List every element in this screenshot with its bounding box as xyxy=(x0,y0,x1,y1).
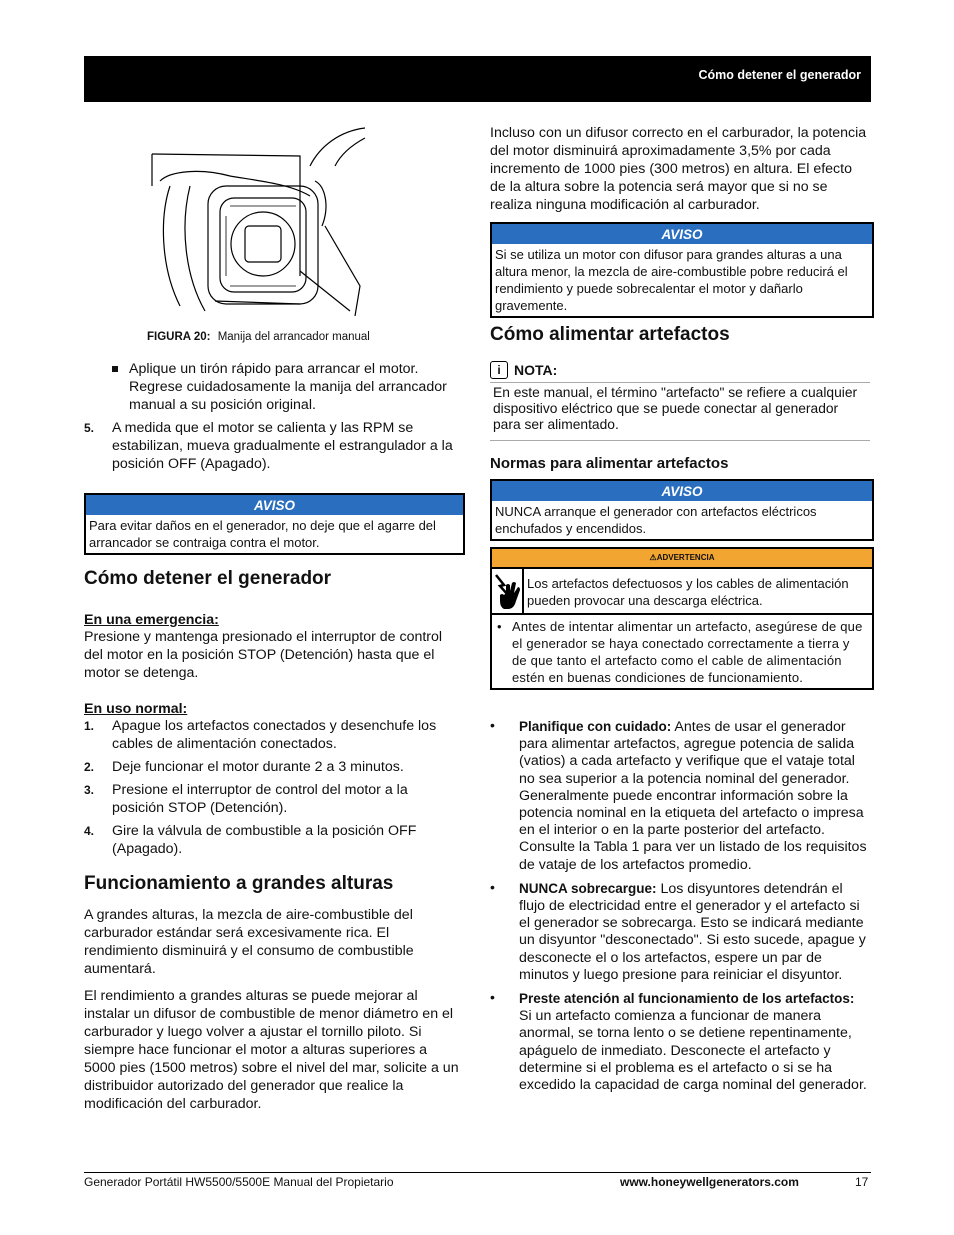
item-heading: NUNCA sobrecargue: xyxy=(519,880,657,896)
info-icon: i xyxy=(490,361,508,379)
aviso-box-2 xyxy=(490,222,874,318)
figure-caption-text: Manija del arrancador manual xyxy=(217,331,370,343)
item-text: Si un artefacto comienza a funcionar de manera anormal, se torna lento o se detiene repentinamente, apáguelo de inmediato. Desconecte el artefacto y determine si el problema es el artefacto o si se ha excedido la capacidad de carga nominal del generador. xyxy=(519,1008,867,1094)
step-text: Deje funcionar el motor durante 2 a 3 minutos. xyxy=(112,759,404,775)
step-text: A medida que el motor se calienta y las RPM se estabilizan, mueva gradualmente el estrangulador a la posición OFF (Apagado). xyxy=(112,420,453,472)
divider xyxy=(490,440,870,441)
alturas-paragraph-1: A grandes alturas, la mezcla de aire-combustible del carburador estándar será excesivamente rica. El rendimiento disminuirá y el consumo de combustible aumentará. xyxy=(84,907,414,977)
alturas-paragraph-2: El rendimiento a grandes alturas se puede mejorar al instalar un difusor de combustible de menor diámetro en el carburador y luego volver a ajustar el tornillo piloto. Si siempre hace funcionar el motor a alturas superiores a 5000 pies (1500 metros) sobre el nivel del mar, solicite a un distribuidor autorizado del generador que realice la modificación del carburador. xyxy=(84,988,459,1112)
list-item xyxy=(490,990,870,1094)
step-3 xyxy=(84,781,461,817)
advertencia-title: ADVERTENCIA xyxy=(656,553,715,562)
step-number: 1. xyxy=(84,719,95,733)
bullet-text: Aplique un tirón rápido para arrancar el motor. Regrese cuidadosamente la manija del arrancador manual a su posición original. xyxy=(129,361,447,413)
electric-shock-hand-icon xyxy=(492,569,524,613)
item-text: Los disyuntores detendrán el flujo de electricidad entre el generador y el artefacto si el generador se sobrecarga. Esto se indicará mediante un disyuntor "desconectado". Si esto sucede, apague y desconecte el o los artefactos, espere un par de minutos y luego presione para reiniciar el disyuntor. xyxy=(519,880,866,983)
step-number: 5. xyxy=(84,421,95,435)
step-4 xyxy=(84,822,461,858)
advertencia-instruction xyxy=(492,615,872,688)
bullet-icon: • xyxy=(490,878,495,895)
step-number: 4. xyxy=(84,824,95,838)
aviso-title: AVISO xyxy=(492,222,872,244)
section-heading-alturas: Funcionamiento a grandes alturas xyxy=(84,873,394,894)
left-column-lower xyxy=(84,568,461,1113)
bullet-icon: • xyxy=(497,619,502,634)
list-item xyxy=(84,360,461,414)
right-intro xyxy=(490,124,870,214)
warning-triangle-icon: ⚠ xyxy=(649,553,657,562)
hazard-row xyxy=(492,569,872,615)
advertencia-box xyxy=(490,547,874,690)
emergencia-paragraph: Presione y mantenga presionado el interruptor de control del motor en la posición STOP (Detención) hasta que el motor se detenga. xyxy=(84,629,443,681)
subheading-uso-normal: En uso normal: xyxy=(84,701,188,717)
nota-body: En este manual, el término "artefacto" se refiere a cualquier dispositivo eléctrico que se puede conectar al generador para ser alimentado. xyxy=(493,385,858,432)
list-item xyxy=(490,718,870,874)
page-number: 17 xyxy=(855,1175,869,1189)
intro-paragraph: Incluso con un difusor correcto en el carburador, la potencia del motor disminuirá aproximadamente 3,5% por cada incremento de 1000 pies (300 metros) en altura. El efecto de la altura sobre la potencia será mayor que si no se realiza ninguna modificación al carburador. xyxy=(490,125,867,213)
subheading-emergencia: En una emergencia: xyxy=(84,612,219,628)
starter-illustration xyxy=(150,126,375,316)
right-bullets xyxy=(490,718,870,1094)
step-1 xyxy=(84,717,461,753)
step-text: Apague los artefactos conectados y desenchufe los cables de alimentación conectados. xyxy=(112,718,437,752)
aviso-box-3 xyxy=(490,479,874,541)
section-heading-detener: Cómo detener el generador xyxy=(84,568,332,589)
nota-header xyxy=(490,361,870,379)
aviso-title: AVISO xyxy=(492,479,872,501)
step-text: Gire la válvula de combustible a la posición OFF (Apagado). xyxy=(112,823,417,857)
header-title: Cómo detener el generador xyxy=(698,68,861,82)
item-text: Antes de usar el generador para alimentar artefactos, agregue potencia de salida (vatios) a cada artefacto y verifique que el vataje total no sea superior a la potencia nominal del generador. Generalmente puede encontrar información sobre la potencia nominal en la etiqueta del artefacto o impresa en el interior o en la parte posterior del artefacto. Consulte la Tabla 1 para ver un listado de los requisitos de vataje de los artefactos promedio. xyxy=(519,719,867,873)
page-header-bar xyxy=(84,56,871,102)
aviso-box-1 xyxy=(84,493,465,555)
step-2 xyxy=(84,758,461,776)
aviso-title: AVISO xyxy=(86,493,463,515)
hazard-text: Los artefactos defectuosos y los cables de alimentación pueden provocar una descarga eléctrica. xyxy=(527,576,849,608)
subheading-normas: Normas para alimentar artefactos xyxy=(490,455,729,472)
figure-label: FIGURA 20: xyxy=(147,331,211,343)
advertencia-header xyxy=(492,549,872,569)
aviso-body: Para evitar daños en el generador, no deje que el agarre del arrancador se contraiga contra el motor. xyxy=(89,518,436,550)
step-5 xyxy=(84,419,461,473)
square-bullet-icon xyxy=(112,366,118,372)
step-number: 2. xyxy=(84,760,95,774)
step-text: Presione el interruptor de control del motor a la posición STOP (Detención). xyxy=(112,782,408,816)
footer-manual-title: Generador Portátil HW5500/5500E Manual del Propietario xyxy=(84,1175,394,1189)
bullet-icon: • xyxy=(490,717,495,733)
nota-title: NOTA: xyxy=(514,362,558,378)
figure-caption xyxy=(147,331,370,343)
list-item xyxy=(490,880,870,984)
bullet-icon: • xyxy=(490,989,495,1006)
footer-divider xyxy=(84,1172,871,1173)
aviso-body: NUNCA arranque el generador con artefactos eléctricos enchufados y encendidos. xyxy=(495,504,817,536)
right-section-alimentar xyxy=(490,324,870,472)
left-column-upper xyxy=(84,360,461,473)
footer-website[interactable]: www.honeywellgenerators.com xyxy=(620,1175,799,1189)
section-heading-alimentar: Cómo alimentar artefactos xyxy=(490,324,730,345)
aviso-body: Si se utiliza un motor con difusor para grandes alturas a una altura menor, la mezcla de aire-combustible pobre reducirá el rendimiento y puede sobrecalentar el motor y dañarlo gravemente. xyxy=(495,247,848,313)
item-heading: Preste atención al funcionamiento de los artefactos: xyxy=(519,991,855,1007)
item-heading: Planifique con cuidado: xyxy=(519,719,672,734)
step-number: 3. xyxy=(84,783,95,797)
instruction-text: Antes de intentar alimentar un artefacto, asegúrese de que el generador se haya conectado correctamente a tierra y de que tanto el artefacto como el cable de alimentación estén en buenas condiciones de funcionamiento. xyxy=(512,619,863,685)
